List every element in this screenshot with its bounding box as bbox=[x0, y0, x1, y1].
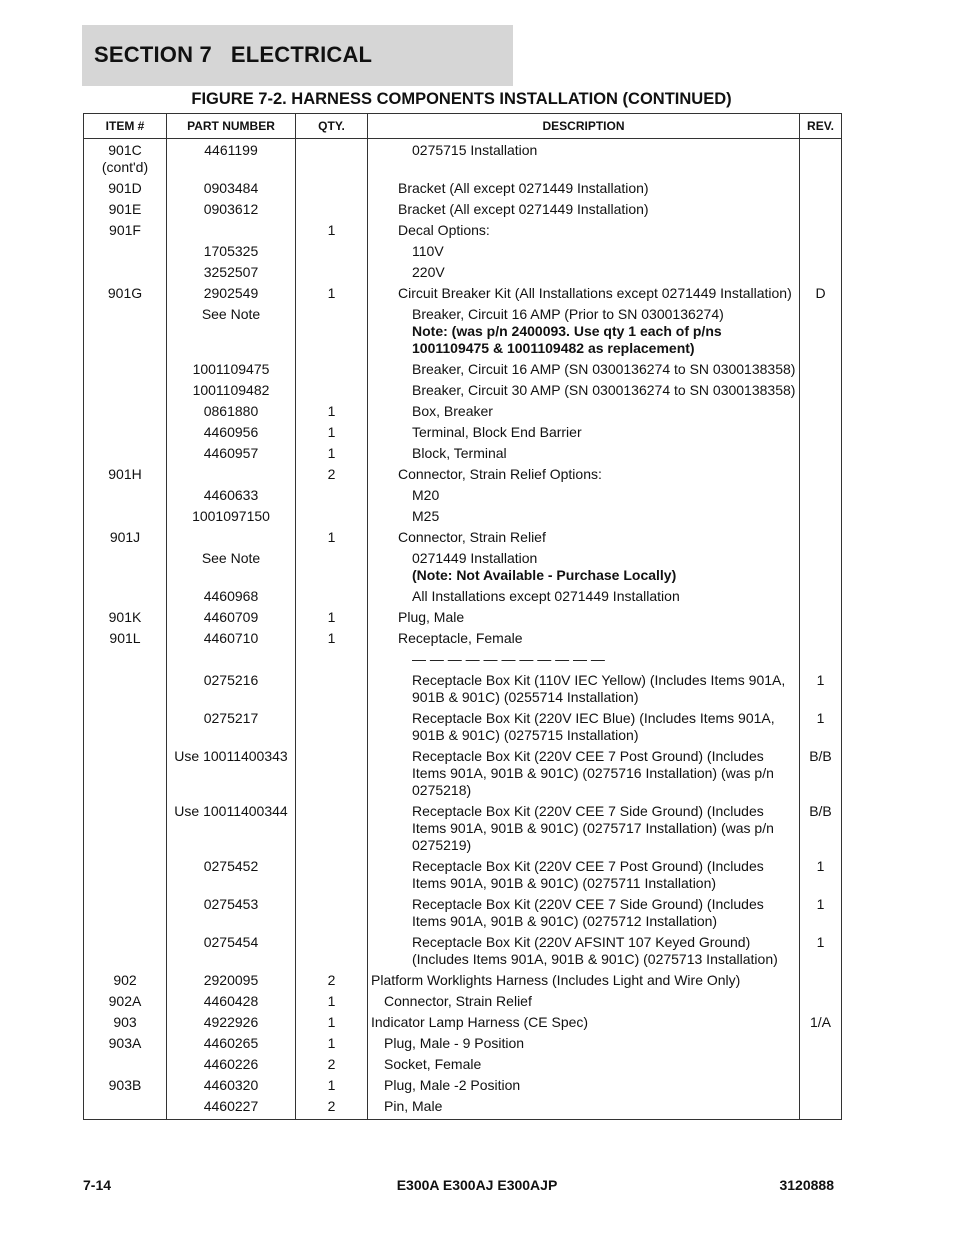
table-row bbox=[84, 857, 842, 895]
revision bbox=[800, 507, 842, 528]
item-number bbox=[84, 747, 167, 802]
table-row bbox=[84, 971, 842, 992]
description bbox=[368, 1034, 800, 1055]
item-number bbox=[84, 650, 167, 671]
item-number: 903A bbox=[84, 1034, 167, 1055]
quantity bbox=[296, 549, 368, 587]
quantity: 1 bbox=[296, 992, 368, 1013]
item-number bbox=[84, 423, 167, 444]
table-row bbox=[84, 360, 842, 381]
description bbox=[368, 141, 800, 179]
part-number: 4460956 bbox=[167, 423, 296, 444]
quantity bbox=[296, 650, 368, 671]
description-text: M20 bbox=[412, 487, 440, 503]
item-number bbox=[84, 263, 167, 284]
item-number bbox=[84, 305, 167, 360]
quantity: 2 bbox=[296, 465, 368, 486]
item-number bbox=[84, 486, 167, 507]
description-text: Bracket (All except 0271449 Installation) bbox=[398, 180, 649, 196]
quantity bbox=[296, 802, 368, 857]
description-text: M25 bbox=[412, 508, 440, 524]
description-text: Bracket (All except 0271449 Installation) bbox=[398, 201, 649, 217]
separator-line: — — — — — — — — — — — bbox=[412, 651, 605, 667]
part-number: Use 10011400343 bbox=[167, 747, 296, 802]
description-text: 0271449 Installation bbox=[412, 550, 538, 566]
page-number: 7-14 bbox=[83, 1177, 112, 1193]
description bbox=[368, 671, 800, 709]
model-name: E300A E300AJ E300AJP bbox=[396, 1177, 558, 1193]
revision: 1 bbox=[800, 933, 842, 971]
part-number: 1705325 bbox=[167, 242, 296, 263]
table-row bbox=[84, 528, 842, 549]
description bbox=[368, 587, 800, 608]
table-row bbox=[84, 1076, 842, 1097]
quantity: 1 bbox=[296, 221, 368, 242]
part-number: 4460428 bbox=[167, 992, 296, 1013]
quantity bbox=[296, 671, 368, 709]
table-row bbox=[84, 747, 842, 802]
quantity: 1 bbox=[296, 1034, 368, 1055]
item-number bbox=[84, 933, 167, 971]
table-row bbox=[84, 242, 842, 263]
table-row bbox=[84, 895, 842, 933]
item-number bbox=[84, 709, 167, 747]
description-text: Connector, Strain Relief bbox=[398, 529, 546, 545]
revision bbox=[800, 992, 842, 1013]
item-number bbox=[84, 802, 167, 857]
revision bbox=[800, 486, 842, 507]
table-row bbox=[84, 709, 842, 747]
item-number bbox=[84, 507, 167, 528]
revision: B/B bbox=[800, 747, 842, 802]
item-number bbox=[84, 549, 167, 587]
column-header-item: ITEM # bbox=[84, 114, 167, 139]
part-number: Use 10011400344 bbox=[167, 802, 296, 857]
description bbox=[368, 971, 800, 992]
description bbox=[368, 528, 800, 549]
description-text: 220V bbox=[412, 264, 445, 280]
description bbox=[368, 709, 800, 747]
table-row bbox=[84, 549, 842, 587]
revision bbox=[800, 221, 842, 242]
revision bbox=[800, 971, 842, 992]
column-header-description: DESCRIPTION bbox=[368, 114, 800, 139]
description-text: All Installations except 0271449 Installation bbox=[412, 588, 680, 604]
description-text: Breaker, Circuit 16 AMP (SN 0300136274 to SN 0300138358) bbox=[412, 361, 796, 377]
item-number: 903B bbox=[84, 1076, 167, 1097]
description bbox=[368, 200, 800, 221]
description bbox=[368, 933, 800, 971]
quantity bbox=[296, 200, 368, 221]
item-number bbox=[84, 857, 167, 895]
part-number bbox=[167, 528, 296, 549]
table-row bbox=[84, 507, 842, 528]
table-header-row bbox=[84, 114, 842, 139]
quantity bbox=[296, 360, 368, 381]
item-number: 901E bbox=[84, 200, 167, 221]
description-note: Note: (was p/n 2400093. Use qty 1 each of p/ns 1001109475 & 1001109482 as replacement) bbox=[412, 323, 722, 356]
item-number: 901D bbox=[84, 179, 167, 200]
revision bbox=[800, 242, 842, 263]
description bbox=[368, 650, 800, 671]
quantity: 1 bbox=[296, 284, 368, 305]
quantity bbox=[296, 587, 368, 608]
item-number: 903 bbox=[84, 1013, 167, 1034]
table-row bbox=[84, 587, 842, 608]
description bbox=[368, 305, 800, 360]
description-text: Plug, Male - 9 Position bbox=[384, 1035, 525, 1051]
table-row bbox=[84, 179, 842, 200]
part-number: 4460227 bbox=[167, 1097, 296, 1120]
part-number: 0903612 bbox=[167, 200, 296, 221]
table-row bbox=[84, 671, 842, 709]
item-number bbox=[84, 587, 167, 608]
item-number bbox=[84, 895, 167, 933]
description-note: (Note: Not Available - Purchase Locally) bbox=[412, 567, 677, 583]
description bbox=[368, 179, 800, 200]
table-row bbox=[84, 1034, 842, 1055]
item-number: 902 bbox=[84, 971, 167, 992]
revision bbox=[800, 360, 842, 381]
quantity: 1 bbox=[296, 528, 368, 549]
item-number bbox=[84, 1097, 167, 1120]
part-number: 4460710 bbox=[167, 629, 296, 650]
description bbox=[368, 444, 800, 465]
quantity: 1 bbox=[296, 423, 368, 444]
table-row bbox=[84, 305, 842, 360]
description bbox=[368, 629, 800, 650]
description bbox=[368, 360, 800, 381]
description-text: Receptacle, Female bbox=[398, 630, 523, 646]
part-number: 3252507 bbox=[167, 263, 296, 284]
item-number bbox=[84, 671, 167, 709]
part-number: 4460320 bbox=[167, 1076, 296, 1097]
description bbox=[368, 402, 800, 423]
table-row bbox=[84, 802, 842, 857]
column-header-rev: REV. bbox=[800, 114, 842, 139]
revision bbox=[800, 444, 842, 465]
column-header-qty: QTY. bbox=[296, 114, 368, 139]
table-row bbox=[84, 933, 842, 971]
section-title: SECTION 7 ELECTRICAL bbox=[94, 42, 373, 67]
item-number: 901G bbox=[84, 284, 167, 305]
revision: B/B bbox=[800, 802, 842, 857]
item-number: 901F bbox=[84, 221, 167, 242]
figure-title: FIGURE 7-2. HARNESS COMPONENTS INSTALLATION (CONTINUED) bbox=[191, 90, 732, 108]
item-number: 901J bbox=[84, 528, 167, 549]
revision: 1 bbox=[800, 709, 842, 747]
revision bbox=[800, 179, 842, 200]
description-text: Pin, Male bbox=[384, 1098, 443, 1114]
table-row bbox=[84, 221, 842, 242]
part-number: 2902549 bbox=[167, 284, 296, 305]
quantity: 2 bbox=[296, 971, 368, 992]
revision bbox=[800, 1034, 842, 1055]
item-number: 901K bbox=[84, 608, 167, 629]
part-number: 0861880 bbox=[167, 402, 296, 423]
table-row bbox=[84, 1055, 842, 1076]
table-row bbox=[84, 486, 842, 507]
part-number: 0275216 bbox=[167, 671, 296, 709]
description-text: Circuit Breaker Kit (All Installations except 0271449 Installation) bbox=[398, 285, 792, 301]
quantity bbox=[296, 933, 368, 971]
table-row bbox=[84, 200, 842, 221]
description bbox=[368, 608, 800, 629]
quantity: 1 bbox=[296, 629, 368, 650]
part-number: 0275452 bbox=[167, 857, 296, 895]
quantity bbox=[296, 747, 368, 802]
part-number: 0903484 bbox=[167, 179, 296, 200]
revision bbox=[800, 1055, 842, 1076]
revision bbox=[800, 423, 842, 444]
description bbox=[368, 381, 800, 402]
table-row bbox=[84, 423, 842, 444]
revision: 1 bbox=[800, 857, 842, 895]
item-number bbox=[84, 242, 167, 263]
part-number: 1001109482 bbox=[167, 381, 296, 402]
part-number bbox=[167, 465, 296, 486]
description bbox=[368, 802, 800, 857]
quantity bbox=[296, 857, 368, 895]
description bbox=[368, 486, 800, 507]
quantity bbox=[296, 709, 368, 747]
revision bbox=[800, 141, 842, 179]
description-text: Indicator Lamp Harness (CE Spec) bbox=[371, 1014, 589, 1030]
quantity: 2 bbox=[296, 1055, 368, 1076]
quantity: 1 bbox=[296, 608, 368, 629]
description-text: Plug, Male -2 Position bbox=[384, 1077, 521, 1093]
revision bbox=[800, 305, 842, 360]
table-row bbox=[84, 402, 842, 423]
parts-table bbox=[83, 113, 842, 1120]
description-text: 0275715 Installation bbox=[412, 142, 538, 158]
description-text: Breaker, Circuit 16 AMP (Prior to SN 0300136274) bbox=[412, 306, 724, 322]
table-row bbox=[84, 650, 842, 671]
description-text: Connector, Strain Relief Options: bbox=[398, 466, 602, 482]
revision bbox=[800, 402, 842, 423]
part-number: 4460709 bbox=[167, 608, 296, 629]
description-text: Receptacle Box Kit (220V AFSINT 107 Keyed Ground) (Includes Items 901A, 901B & 901C) (0275713 Installation) bbox=[412, 934, 778, 967]
item-number: 902A bbox=[84, 992, 167, 1013]
description bbox=[368, 423, 800, 444]
table-row bbox=[84, 629, 842, 650]
part-number: 2920095 bbox=[167, 971, 296, 992]
description bbox=[368, 284, 800, 305]
description bbox=[368, 221, 800, 242]
description-text: Receptacle Box Kit (220V CEE 7 Side Ground) (Includes Items 901A, 901B & 901C) (0275712 Installation) bbox=[412, 896, 764, 929]
description bbox=[368, 549, 800, 587]
revision bbox=[800, 263, 842, 284]
revision bbox=[800, 549, 842, 587]
part-number: 4460957 bbox=[167, 444, 296, 465]
revision bbox=[800, 608, 842, 629]
part-number: 1001109475 bbox=[167, 360, 296, 381]
revision bbox=[800, 587, 842, 608]
part-number bbox=[167, 650, 296, 671]
item-number: 901H bbox=[84, 465, 167, 486]
description bbox=[368, 895, 800, 933]
description-text: Breaker, Circuit 30 AMP (SN 0300136274 to SN 0300138358) bbox=[412, 382, 796, 398]
table-body bbox=[84, 139, 842, 1120]
revision: 1 bbox=[800, 895, 842, 933]
part-number: 0275453 bbox=[167, 895, 296, 933]
description bbox=[368, 857, 800, 895]
item-number bbox=[84, 444, 167, 465]
table-row bbox=[84, 1013, 842, 1034]
part-number: 4461199 bbox=[167, 141, 296, 179]
description bbox=[368, 242, 800, 263]
description-text: Connector, Strain Relief bbox=[384, 993, 532, 1009]
description-text: Plug, Male bbox=[398, 609, 465, 625]
table-row bbox=[84, 381, 842, 402]
description bbox=[368, 465, 800, 486]
column-header-part-number: PART NUMBER bbox=[167, 114, 296, 139]
quantity bbox=[296, 242, 368, 263]
quantity: 2 bbox=[296, 1097, 368, 1120]
part-number: See Note bbox=[167, 305, 296, 360]
item-number bbox=[84, 1055, 167, 1076]
description-text: Receptacle Box Kit (220V CEE 7 Post Ground) (Includes Items 901A, 901B & 901C) (0275711 Installation) bbox=[412, 858, 764, 891]
part-number: 0275454 bbox=[167, 933, 296, 971]
quantity: 1 bbox=[296, 1076, 368, 1097]
revision bbox=[800, 528, 842, 549]
description bbox=[368, 507, 800, 528]
part-number: 4460633 bbox=[167, 486, 296, 507]
quantity bbox=[296, 305, 368, 360]
item-number: 901L bbox=[84, 629, 167, 650]
quantity bbox=[296, 895, 368, 933]
quantity bbox=[296, 507, 368, 528]
revision bbox=[800, 465, 842, 486]
quantity bbox=[296, 381, 368, 402]
revision: 1 bbox=[800, 671, 842, 709]
description-text: Terminal, Block End Barrier bbox=[412, 424, 582, 440]
description-text: Receptacle Box Kit (220V CEE 7 Side Ground) (Includes Items 901A, 901B & 901C) (0275717 Installation) (was p/n 0275219) bbox=[412, 803, 774, 853]
revision bbox=[800, 650, 842, 671]
quantity: 1 bbox=[296, 444, 368, 465]
table-row bbox=[84, 444, 842, 465]
table-row bbox=[84, 263, 842, 284]
table-row bbox=[84, 992, 842, 1013]
part-number: 4460265 bbox=[167, 1034, 296, 1055]
part-number: See Note bbox=[167, 549, 296, 587]
document-number: 3120888 bbox=[779, 1177, 834, 1193]
section-banner bbox=[82, 25, 513, 86]
description bbox=[368, 992, 800, 1013]
part-number: 4922926 bbox=[167, 1013, 296, 1034]
part-number: 4460226 bbox=[167, 1055, 296, 1076]
item-number bbox=[84, 402, 167, 423]
revision bbox=[800, 629, 842, 650]
revision bbox=[800, 1097, 842, 1120]
revision: 1/A bbox=[800, 1013, 842, 1034]
description bbox=[368, 1013, 800, 1034]
revision bbox=[800, 381, 842, 402]
quantity bbox=[296, 486, 368, 507]
table-row bbox=[84, 465, 842, 486]
revision bbox=[800, 200, 842, 221]
quantity: 1 bbox=[296, 402, 368, 423]
description-text: Decal Options: bbox=[398, 222, 490, 238]
table-row bbox=[84, 1097, 842, 1120]
quantity bbox=[296, 263, 368, 284]
description-text: Receptacle Box Kit (110V IEC Yellow) (Includes Items 901A, 901B & 901C) (0255714 Installation) bbox=[412, 672, 786, 705]
description-text: Platform Worklights Harness (Includes Light and Wire Only) bbox=[371, 972, 741, 988]
table-row bbox=[84, 141, 842, 179]
item-number bbox=[84, 360, 167, 381]
quantity bbox=[296, 141, 368, 179]
description bbox=[368, 1076, 800, 1097]
table-row bbox=[84, 608, 842, 629]
part-number: 1001097150 bbox=[167, 507, 296, 528]
description-text: Block, Terminal bbox=[412, 445, 507, 461]
description-text: Box, Breaker bbox=[412, 403, 493, 419]
revision bbox=[800, 1076, 842, 1097]
table-row bbox=[84, 284, 842, 305]
description-text: Receptacle Box Kit (220V CEE 7 Post Ground) (Includes Items 901A, 901B & 901C) (0275716 Installation) (was p/n 0275218) bbox=[412, 748, 774, 798]
description-text: Socket, Female bbox=[384, 1056, 482, 1072]
revision: D bbox=[800, 284, 842, 305]
description bbox=[368, 747, 800, 802]
quantity: 1 bbox=[296, 1013, 368, 1034]
part-number: 0275217 bbox=[167, 709, 296, 747]
quantity bbox=[296, 179, 368, 200]
item-number bbox=[84, 381, 167, 402]
part-number bbox=[167, 221, 296, 242]
description-text: 110V bbox=[412, 243, 444, 259]
part-number: 4460968 bbox=[167, 587, 296, 608]
description-text: Receptacle Box Kit (220V IEC Blue) (Includes Items 901A, 901B & 901C) (0275715 Installation) bbox=[412, 710, 775, 743]
description bbox=[368, 1055, 800, 1076]
description bbox=[368, 1097, 800, 1120]
description bbox=[368, 263, 800, 284]
item-number: 901C (cont'd) bbox=[84, 141, 167, 179]
